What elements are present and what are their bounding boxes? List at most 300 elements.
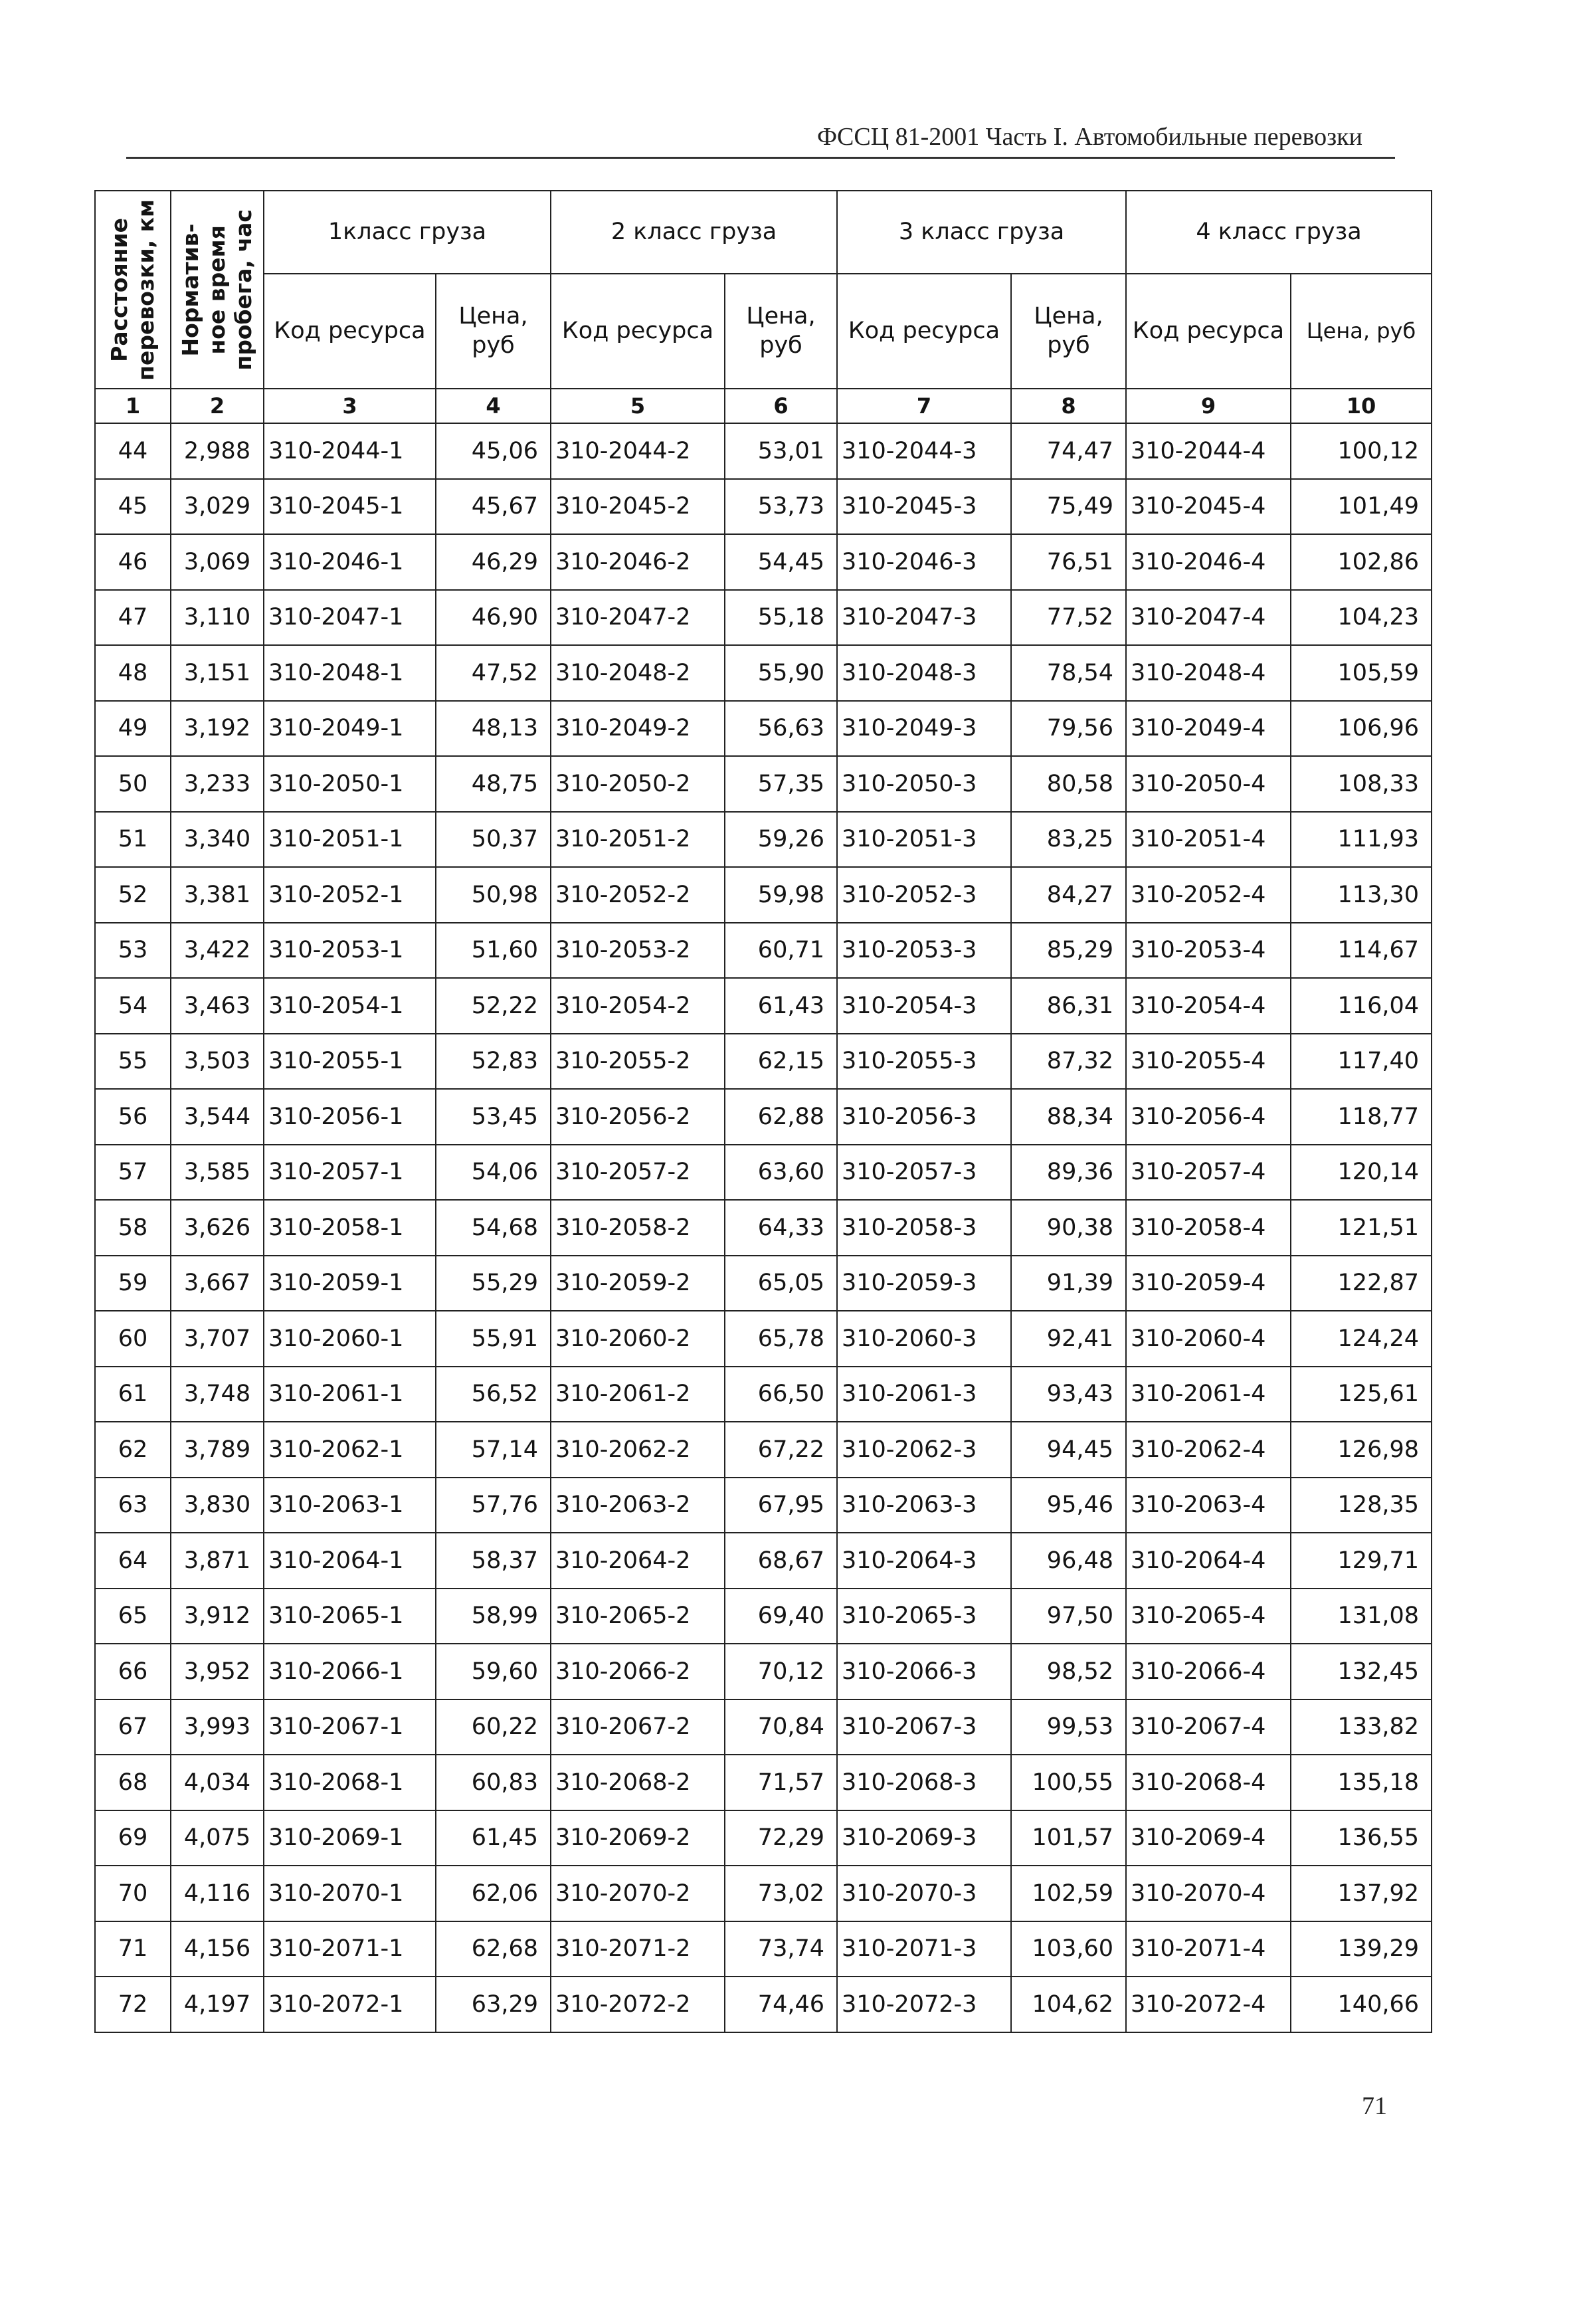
- table-row: [95, 423, 1432, 479]
- distance-cell: 55: [95, 1034, 171, 1090]
- price-cell: 105,59: [1291, 645, 1432, 701]
- price-cell: 97,50: [1011, 1589, 1126, 1644]
- time-cell: 3,789: [171, 1422, 264, 1478]
- price-cell: 52,22: [436, 978, 551, 1034]
- price-cell: 104,23: [1291, 590, 1432, 646]
- price-cell: 53,73: [725, 479, 837, 535]
- code-cell: 310-2048-4: [1126, 645, 1291, 701]
- price-cell: 114,67: [1291, 923, 1432, 979]
- table-row: [95, 1200, 1432, 1256]
- time-cell: 3,110: [171, 590, 264, 646]
- price-cell: 83,25: [1011, 812, 1126, 868]
- price-cell: 79,56: [1011, 701, 1126, 757]
- table-row: [95, 1478, 1432, 1533]
- price-cell: 116,04: [1291, 978, 1432, 1034]
- distance-cell: 65: [95, 1589, 171, 1644]
- code-cell: 310-2045-2: [551, 479, 725, 535]
- distance-cell: 57: [95, 1145, 171, 1201]
- code-cell: 310-2060-2: [551, 1311, 725, 1367]
- price-cell: 80,58: [1011, 756, 1126, 812]
- price-cell: 121,51: [1291, 1200, 1432, 1256]
- price-cell: 57,76: [436, 1478, 551, 1533]
- code-cell: 310-2052-3: [837, 867, 1011, 923]
- code-cell: 310-2045-3: [837, 479, 1011, 535]
- column-number: 8: [1011, 389, 1126, 423]
- column-number: 5: [551, 389, 725, 423]
- price-cell: 126,98: [1291, 1422, 1432, 1478]
- price-cell: 61,45: [436, 1810, 551, 1866]
- code-cell: 310-2049-1: [264, 701, 436, 757]
- column-number: 2: [171, 389, 264, 423]
- time-cell: 3,707: [171, 1311, 264, 1367]
- code-cell: 310-2060-1: [264, 1311, 436, 1367]
- code-cell: 310-2072-3: [837, 1977, 1011, 2032]
- code-cell: 310-2067-1: [264, 1699, 436, 1755]
- code-cell: 310-2063-3: [837, 1478, 1011, 1533]
- code-cell: 310-2057-4: [1126, 1145, 1291, 1201]
- code-cell: 310-2061-2: [551, 1367, 725, 1422]
- price-cell: 137,92: [1291, 1866, 1432, 1921]
- price-cell: 47,52: [436, 645, 551, 701]
- time-cell: 4,034: [171, 1755, 264, 1810]
- time-cell: 4,197: [171, 1977, 264, 2032]
- table-row: [95, 1034, 1432, 1090]
- distance-cell: 52: [95, 867, 171, 923]
- distance-cell: 44: [95, 423, 171, 479]
- time-cell: 3,233: [171, 756, 264, 812]
- price-cell: 88,34: [1011, 1089, 1126, 1145]
- distance-cell: 47: [95, 590, 171, 646]
- price-cell: 89,36: [1011, 1145, 1126, 1201]
- code-cell: 310-2047-3: [837, 590, 1011, 646]
- price-cell: 50,37: [436, 812, 551, 868]
- price-cell: 55,18: [725, 590, 837, 646]
- price-cell: 57,14: [436, 1422, 551, 1478]
- header-class-3: 3 класс груза: [837, 191, 1126, 274]
- code-cell: 310-2063-2: [551, 1478, 725, 1533]
- code-cell: 310-2055-3: [837, 1034, 1011, 1090]
- table-row: [95, 1921, 1432, 1977]
- price-cell: 101,49: [1291, 479, 1432, 535]
- code-cell: 310-2069-3: [837, 1810, 1011, 1866]
- code-cell: 310-2056-1: [264, 1089, 436, 1145]
- code-cell: 310-2052-4: [1126, 867, 1291, 923]
- price-cell: 72,29: [725, 1810, 837, 1866]
- code-cell: 310-2065-4: [1126, 1589, 1291, 1644]
- time-cell: 3,585: [171, 1145, 264, 1201]
- price-cell: 61,43: [725, 978, 837, 1034]
- code-cell: 310-2048-3: [837, 645, 1011, 701]
- price-cell: 54,68: [436, 1200, 551, 1256]
- code-cell: 310-2068-3: [837, 1755, 1011, 1810]
- header-code-4: Код ресурса: [1126, 274, 1291, 389]
- price-cell: 58,37: [436, 1533, 551, 1589]
- header-class-2: 2 класс груза: [551, 191, 837, 274]
- price-cell: 46,90: [436, 590, 551, 646]
- price-cell: 101,57: [1011, 1810, 1126, 1866]
- code-cell: 310-2054-2: [551, 978, 725, 1034]
- price-cell: 122,87: [1291, 1256, 1432, 1311]
- page-number: 71: [1362, 2092, 1387, 2120]
- code-cell: 310-2053-2: [551, 923, 725, 979]
- column-numbers-row: [95, 389, 1432, 423]
- distance-cell: 59: [95, 1256, 171, 1311]
- price-cell: 139,29: [1291, 1921, 1432, 1977]
- code-cell: 310-2061-4: [1126, 1367, 1291, 1422]
- price-cell: 69,40: [725, 1589, 837, 1644]
- code-cell: 310-2071-3: [837, 1921, 1011, 1977]
- code-cell: 310-2047-2: [551, 590, 725, 646]
- price-cell: 128,35: [1291, 1478, 1432, 1533]
- code-cell: 310-2063-4: [1126, 1478, 1291, 1533]
- distance-cell: 48: [95, 645, 171, 701]
- price-cell: 60,22: [436, 1699, 551, 1755]
- price-cell: 102,59: [1011, 1866, 1126, 1921]
- price-cell: 56,52: [436, 1367, 551, 1422]
- price-cell: 63,60: [725, 1145, 837, 1201]
- time-cell: 3,830: [171, 1478, 264, 1533]
- price-cell: 132,45: [1291, 1644, 1432, 1699]
- table-row: [95, 1422, 1432, 1478]
- price-cell: 76,51: [1011, 534, 1126, 590]
- code-cell: 310-2046-3: [837, 534, 1011, 590]
- price-cell: 55,29: [436, 1256, 551, 1311]
- time-cell: 3,912: [171, 1589, 264, 1644]
- code-cell: 310-2044-1: [264, 423, 436, 479]
- code-cell: 310-2046-4: [1126, 534, 1291, 590]
- header-row-sub: [95, 274, 1432, 389]
- price-cell: 117,40: [1291, 1034, 1432, 1090]
- code-cell: 310-2044-2: [551, 423, 725, 479]
- table-row: [95, 1311, 1432, 1367]
- price-cell: 70,12: [725, 1644, 837, 1699]
- table-row: [95, 756, 1432, 812]
- table-row: [95, 1256, 1432, 1311]
- distance-cell: 49: [95, 701, 171, 757]
- price-cell: 93,43: [1011, 1367, 1126, 1422]
- code-cell: 310-2072-4: [1126, 1977, 1291, 2032]
- time-cell: 3,340: [171, 812, 264, 868]
- price-cell: 45,06: [436, 423, 551, 479]
- code-cell: 310-2049-2: [551, 701, 725, 757]
- code-cell: 310-2057-1: [264, 1145, 436, 1201]
- price-cell: 96,48: [1011, 1533, 1126, 1589]
- header-time: [171, 191, 264, 389]
- code-cell: 310-2055-1: [264, 1034, 436, 1090]
- price-table: [94, 190, 1432, 2033]
- time-cell: 4,156: [171, 1921, 264, 1977]
- code-cell: 310-2047-1: [264, 590, 436, 646]
- distance-cell: 54: [95, 978, 171, 1034]
- table-row: [95, 1866, 1432, 1921]
- distance-cell: 45: [95, 479, 171, 535]
- column-number: 3: [264, 389, 436, 423]
- price-cell: 87,32: [1011, 1034, 1126, 1090]
- code-cell: 310-2058-3: [837, 1200, 1011, 1256]
- price-cell: 68,67: [725, 1533, 837, 1589]
- price-cell: 62,15: [725, 1034, 837, 1090]
- code-cell: 310-2050-4: [1126, 756, 1291, 812]
- code-cell: 310-2051-3: [837, 812, 1011, 868]
- price-cell: 77,52: [1011, 590, 1126, 646]
- code-cell: 310-2050-2: [551, 756, 725, 812]
- price-cell: 73,74: [725, 1921, 837, 1977]
- code-cell: 310-2044-3: [837, 423, 1011, 479]
- price-cell: 46,29: [436, 534, 551, 590]
- price-cell: 71,57: [725, 1755, 837, 1810]
- code-cell: 310-2064-4: [1126, 1533, 1291, 1589]
- code-cell: 310-2054-4: [1126, 978, 1291, 1034]
- price-cell: 140,66: [1291, 1977, 1432, 2032]
- distance-cell: 56: [95, 1089, 171, 1145]
- code-cell: 310-2065-2: [551, 1589, 725, 1644]
- header-code-1: Код ресурса: [264, 274, 436, 389]
- code-cell: 310-2069-2: [551, 1810, 725, 1866]
- price-cell: 100,12: [1291, 423, 1432, 479]
- code-cell: 310-2064-1: [264, 1533, 436, 1589]
- price-cell: 64,33: [725, 1200, 837, 1256]
- price-cell: 59,98: [725, 867, 837, 923]
- distance-cell: 69: [95, 1810, 171, 1866]
- code-cell: 310-2066-3: [837, 1644, 1011, 1699]
- distance-cell: 71: [95, 1921, 171, 1977]
- code-cell: 310-2067-4: [1126, 1699, 1291, 1755]
- price-cell: 62,68: [436, 1921, 551, 1977]
- code-cell: 310-2054-3: [837, 978, 1011, 1034]
- code-cell: 310-2068-1: [264, 1755, 436, 1810]
- price-cell: 75,49: [1011, 479, 1126, 535]
- code-cell: 310-2051-1: [264, 812, 436, 868]
- time-cell: 3,192: [171, 701, 264, 757]
- column-number: 1: [95, 389, 171, 423]
- price-cell: 58,99: [436, 1589, 551, 1644]
- price-cell: 102,86: [1291, 534, 1432, 590]
- table-row: [95, 1589, 1432, 1644]
- header-code-3: Код ресурса: [837, 274, 1011, 389]
- code-cell: 310-2056-2: [551, 1089, 725, 1145]
- price-cell: 66,50: [725, 1367, 837, 1422]
- price-cell: 56,63: [725, 701, 837, 757]
- time-cell: 3,151: [171, 645, 264, 701]
- header-time-label: Норматив- ное время пробега, час: [177, 209, 256, 371]
- distance-cell: 61: [95, 1367, 171, 1422]
- time-cell: 3,029: [171, 479, 264, 535]
- code-cell: 310-2062-4: [1126, 1422, 1291, 1478]
- time-cell: 4,075: [171, 1810, 264, 1866]
- header-price-1: Цена, руб: [436, 274, 551, 389]
- table-row: [95, 1755, 1432, 1810]
- header-price-4: Цена, руб: [1291, 274, 1432, 389]
- time-cell: 3,626: [171, 1200, 264, 1256]
- price-cell: 94,45: [1011, 1422, 1126, 1478]
- price-cell: 59,60: [436, 1644, 551, 1699]
- table-row: [95, 1810, 1432, 1866]
- price-cell: 111,93: [1291, 812, 1432, 868]
- distance-cell: 60: [95, 1311, 171, 1367]
- time-cell: 3,748: [171, 1367, 264, 1422]
- code-cell: 310-2068-4: [1126, 1755, 1291, 1810]
- table-row: [95, 978, 1432, 1034]
- code-cell: 310-2059-3: [837, 1256, 1011, 1311]
- code-cell: 310-2046-1: [264, 534, 436, 590]
- price-cell: 125,61: [1291, 1367, 1432, 1422]
- price-cell: 67,22: [725, 1422, 837, 1478]
- header-distance: [95, 191, 171, 389]
- code-cell: 310-2071-2: [551, 1921, 725, 1977]
- distance-cell: 46: [95, 534, 171, 590]
- price-cell: 54,06: [436, 1145, 551, 1201]
- price-cell: 84,27: [1011, 867, 1126, 923]
- code-cell: 310-2062-1: [264, 1422, 436, 1478]
- time-cell: 3,381: [171, 867, 264, 923]
- code-cell: 310-2071-1: [264, 1921, 436, 1977]
- price-cell: 120,14: [1291, 1145, 1432, 1201]
- code-cell: 310-2051-4: [1126, 812, 1291, 868]
- price-cell: 53,45: [436, 1089, 551, 1145]
- code-cell: 310-2046-2: [551, 534, 725, 590]
- price-cell: 133,82: [1291, 1699, 1432, 1755]
- code-cell: 310-2072-2: [551, 1977, 725, 2032]
- code-cell: 310-2053-1: [264, 923, 436, 979]
- time-cell: 3,503: [171, 1034, 264, 1090]
- code-cell: 310-2070-3: [837, 1866, 1011, 1921]
- column-number: 10: [1291, 389, 1432, 423]
- time-cell: 3,993: [171, 1699, 264, 1755]
- price-cell: 51,60: [436, 923, 551, 979]
- price-cell: 136,55: [1291, 1810, 1432, 1866]
- table-row: [95, 1145, 1432, 1201]
- header-price-3: Цена, руб: [1011, 274, 1126, 389]
- table-row: [95, 1089, 1432, 1145]
- price-cell: 48,75: [436, 756, 551, 812]
- price-cell: 65,05: [725, 1256, 837, 1311]
- table-row: [95, 812, 1432, 868]
- code-cell: 310-2063-1: [264, 1478, 436, 1533]
- price-cell: 78,54: [1011, 645, 1126, 701]
- header-distance-label: Расстояние перевозки, км: [106, 199, 159, 381]
- price-cell: 59,26: [725, 812, 837, 868]
- price-cell: 54,45: [725, 534, 837, 590]
- price-cell: 45,67: [436, 479, 551, 535]
- price-cell: 131,08: [1291, 1589, 1432, 1644]
- distance-cell: 50: [95, 756, 171, 812]
- price-cell: 98,52: [1011, 1644, 1126, 1699]
- column-number: 4: [436, 389, 551, 423]
- column-number: 9: [1126, 389, 1291, 423]
- code-cell: 310-2061-3: [837, 1367, 1011, 1422]
- distance-cell: 68: [95, 1755, 171, 1810]
- price-cell: 74,46: [725, 1977, 837, 2032]
- code-cell: 310-2066-4: [1126, 1644, 1291, 1699]
- code-cell: 310-2048-2: [551, 645, 725, 701]
- header-row-groups: [95, 191, 1432, 274]
- price-cell: 118,77: [1291, 1089, 1432, 1145]
- time-cell: 4,116: [171, 1866, 264, 1921]
- time-cell: 3,667: [171, 1256, 264, 1311]
- code-cell: 310-2070-2: [551, 1866, 725, 1921]
- distance-cell: 53: [95, 923, 171, 979]
- table-row: [95, 867, 1432, 923]
- header-class-1: 1класс груза: [264, 191, 551, 274]
- distance-cell: 58: [95, 1200, 171, 1256]
- table-row: [95, 590, 1432, 646]
- code-cell: 310-2045-4: [1126, 479, 1291, 535]
- code-cell: 310-2055-2: [551, 1034, 725, 1090]
- table-row: [95, 1699, 1432, 1755]
- price-cell: 60,83: [436, 1755, 551, 1810]
- distance-cell: 51: [95, 812, 171, 868]
- distance-cell: 62: [95, 1422, 171, 1478]
- price-cell: 108,33: [1291, 756, 1432, 812]
- header-rule: [126, 157, 1395, 159]
- table-row: [95, 479, 1432, 535]
- time-cell: 3,544: [171, 1089, 264, 1145]
- code-cell: 310-2048-1: [264, 645, 436, 701]
- code-cell: 310-2069-4: [1126, 1810, 1291, 1866]
- time-cell: 3,069: [171, 534, 264, 590]
- code-cell: 310-2068-2: [551, 1755, 725, 1810]
- header-code-2: Код ресурса: [551, 274, 725, 389]
- price-cell: 55,91: [436, 1311, 551, 1367]
- code-cell: 310-2069-1: [264, 1810, 436, 1866]
- code-cell: 310-2050-3: [837, 756, 1011, 812]
- price-cell: 129,71: [1291, 1533, 1432, 1589]
- table-row: [95, 645, 1432, 701]
- code-cell: 310-2060-4: [1126, 1311, 1291, 1367]
- price-cell: 50,98: [436, 867, 551, 923]
- price-cell: 52,83: [436, 1034, 551, 1090]
- code-cell: 310-2056-3: [837, 1089, 1011, 1145]
- code-cell: 310-2067-2: [551, 1699, 725, 1755]
- price-cell: 67,95: [725, 1478, 837, 1533]
- code-cell: 310-2047-4: [1126, 590, 1291, 646]
- price-cell: 99,53: [1011, 1699, 1126, 1755]
- table-row: [95, 1977, 1432, 2032]
- code-cell: 310-2066-1: [264, 1644, 436, 1699]
- time-cell: 3,871: [171, 1533, 264, 1589]
- price-cell: 113,30: [1291, 867, 1432, 923]
- price-cell: 63,29: [436, 1977, 551, 2032]
- price-cell: 95,46: [1011, 1478, 1126, 1533]
- table-row: [95, 1533, 1432, 1589]
- table-row: [95, 923, 1432, 979]
- code-cell: 310-2058-2: [551, 1200, 725, 1256]
- distance-cell: 63: [95, 1478, 171, 1533]
- code-cell: 310-2064-3: [837, 1533, 1011, 1589]
- code-cell: 310-2070-4: [1126, 1866, 1291, 1921]
- code-cell: 310-2053-4: [1126, 923, 1291, 979]
- column-number: 7: [837, 389, 1011, 423]
- time-cell: 3,422: [171, 923, 264, 979]
- time-cell: 3,952: [171, 1644, 264, 1699]
- price-cell: 55,90: [725, 645, 837, 701]
- header-price-2: Цена, руб: [725, 274, 837, 389]
- price-cell: 62,88: [725, 1089, 837, 1145]
- price-cell: 104,62: [1011, 1977, 1126, 2032]
- code-cell: 310-2044-4: [1126, 423, 1291, 479]
- code-cell: 310-2059-4: [1126, 1256, 1291, 1311]
- page-header-title: ФССЦ 81-2001 Часть I. Автомобильные перевозки: [817, 123, 1362, 151]
- price-cell: 85,29: [1011, 923, 1126, 979]
- code-cell: 310-2071-4: [1126, 1921, 1291, 1977]
- distance-cell: 67: [95, 1699, 171, 1755]
- code-cell: 310-2058-1: [264, 1200, 436, 1256]
- price-cell: 74,47: [1011, 423, 1126, 479]
- code-cell: 310-2045-1: [264, 479, 436, 535]
- price-cell: 53,01: [725, 423, 837, 479]
- code-cell: 310-2059-2: [551, 1256, 725, 1311]
- distance-cell: 70: [95, 1866, 171, 1921]
